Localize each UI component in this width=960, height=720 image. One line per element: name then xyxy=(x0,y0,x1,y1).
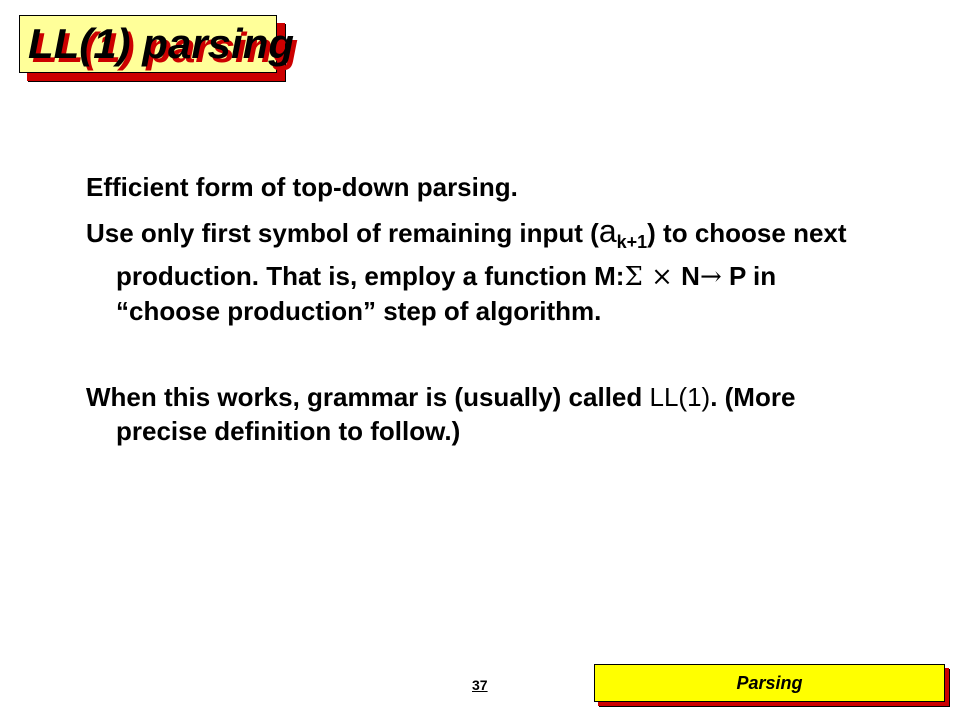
paragraph-2 xyxy=(86,214,886,328)
symbol-a: a xyxy=(598,213,617,249)
slide-title: LL(1) parsing xyxy=(28,20,295,67)
paragraph-3 xyxy=(86,380,886,448)
paragraph-3-start: When this works, grammar is (usually) called xyxy=(86,382,650,412)
paragraph-1 xyxy=(86,170,886,204)
paragraph-2-end: P in “choose production” step of algorithm. xyxy=(116,261,777,326)
paragraph-1-text: Efficient form of top-down parsing. xyxy=(86,172,518,202)
paragraph-2-mid: ) to choose next production. That is, employ a function M: xyxy=(116,218,847,291)
paragraph-3-end: . (More precise definition to follow.) xyxy=(116,382,796,446)
ll1-term: LL(1) xyxy=(649,382,711,412)
n-symbol: N xyxy=(681,261,700,291)
sigma-symbol: Σ xyxy=(624,262,643,292)
footer-label: Parsing xyxy=(736,672,803,693)
slide-body xyxy=(86,170,886,458)
page-number: 37 xyxy=(472,677,488,693)
paragraph-2-start: Use only first symbol of remaining input ( xyxy=(86,218,599,248)
footer-box xyxy=(594,664,945,702)
times-symbol: × xyxy=(642,262,682,292)
subscript-k-plus-1: k+1 xyxy=(616,232,648,252)
arrow-symbol: → xyxy=(699,262,722,292)
